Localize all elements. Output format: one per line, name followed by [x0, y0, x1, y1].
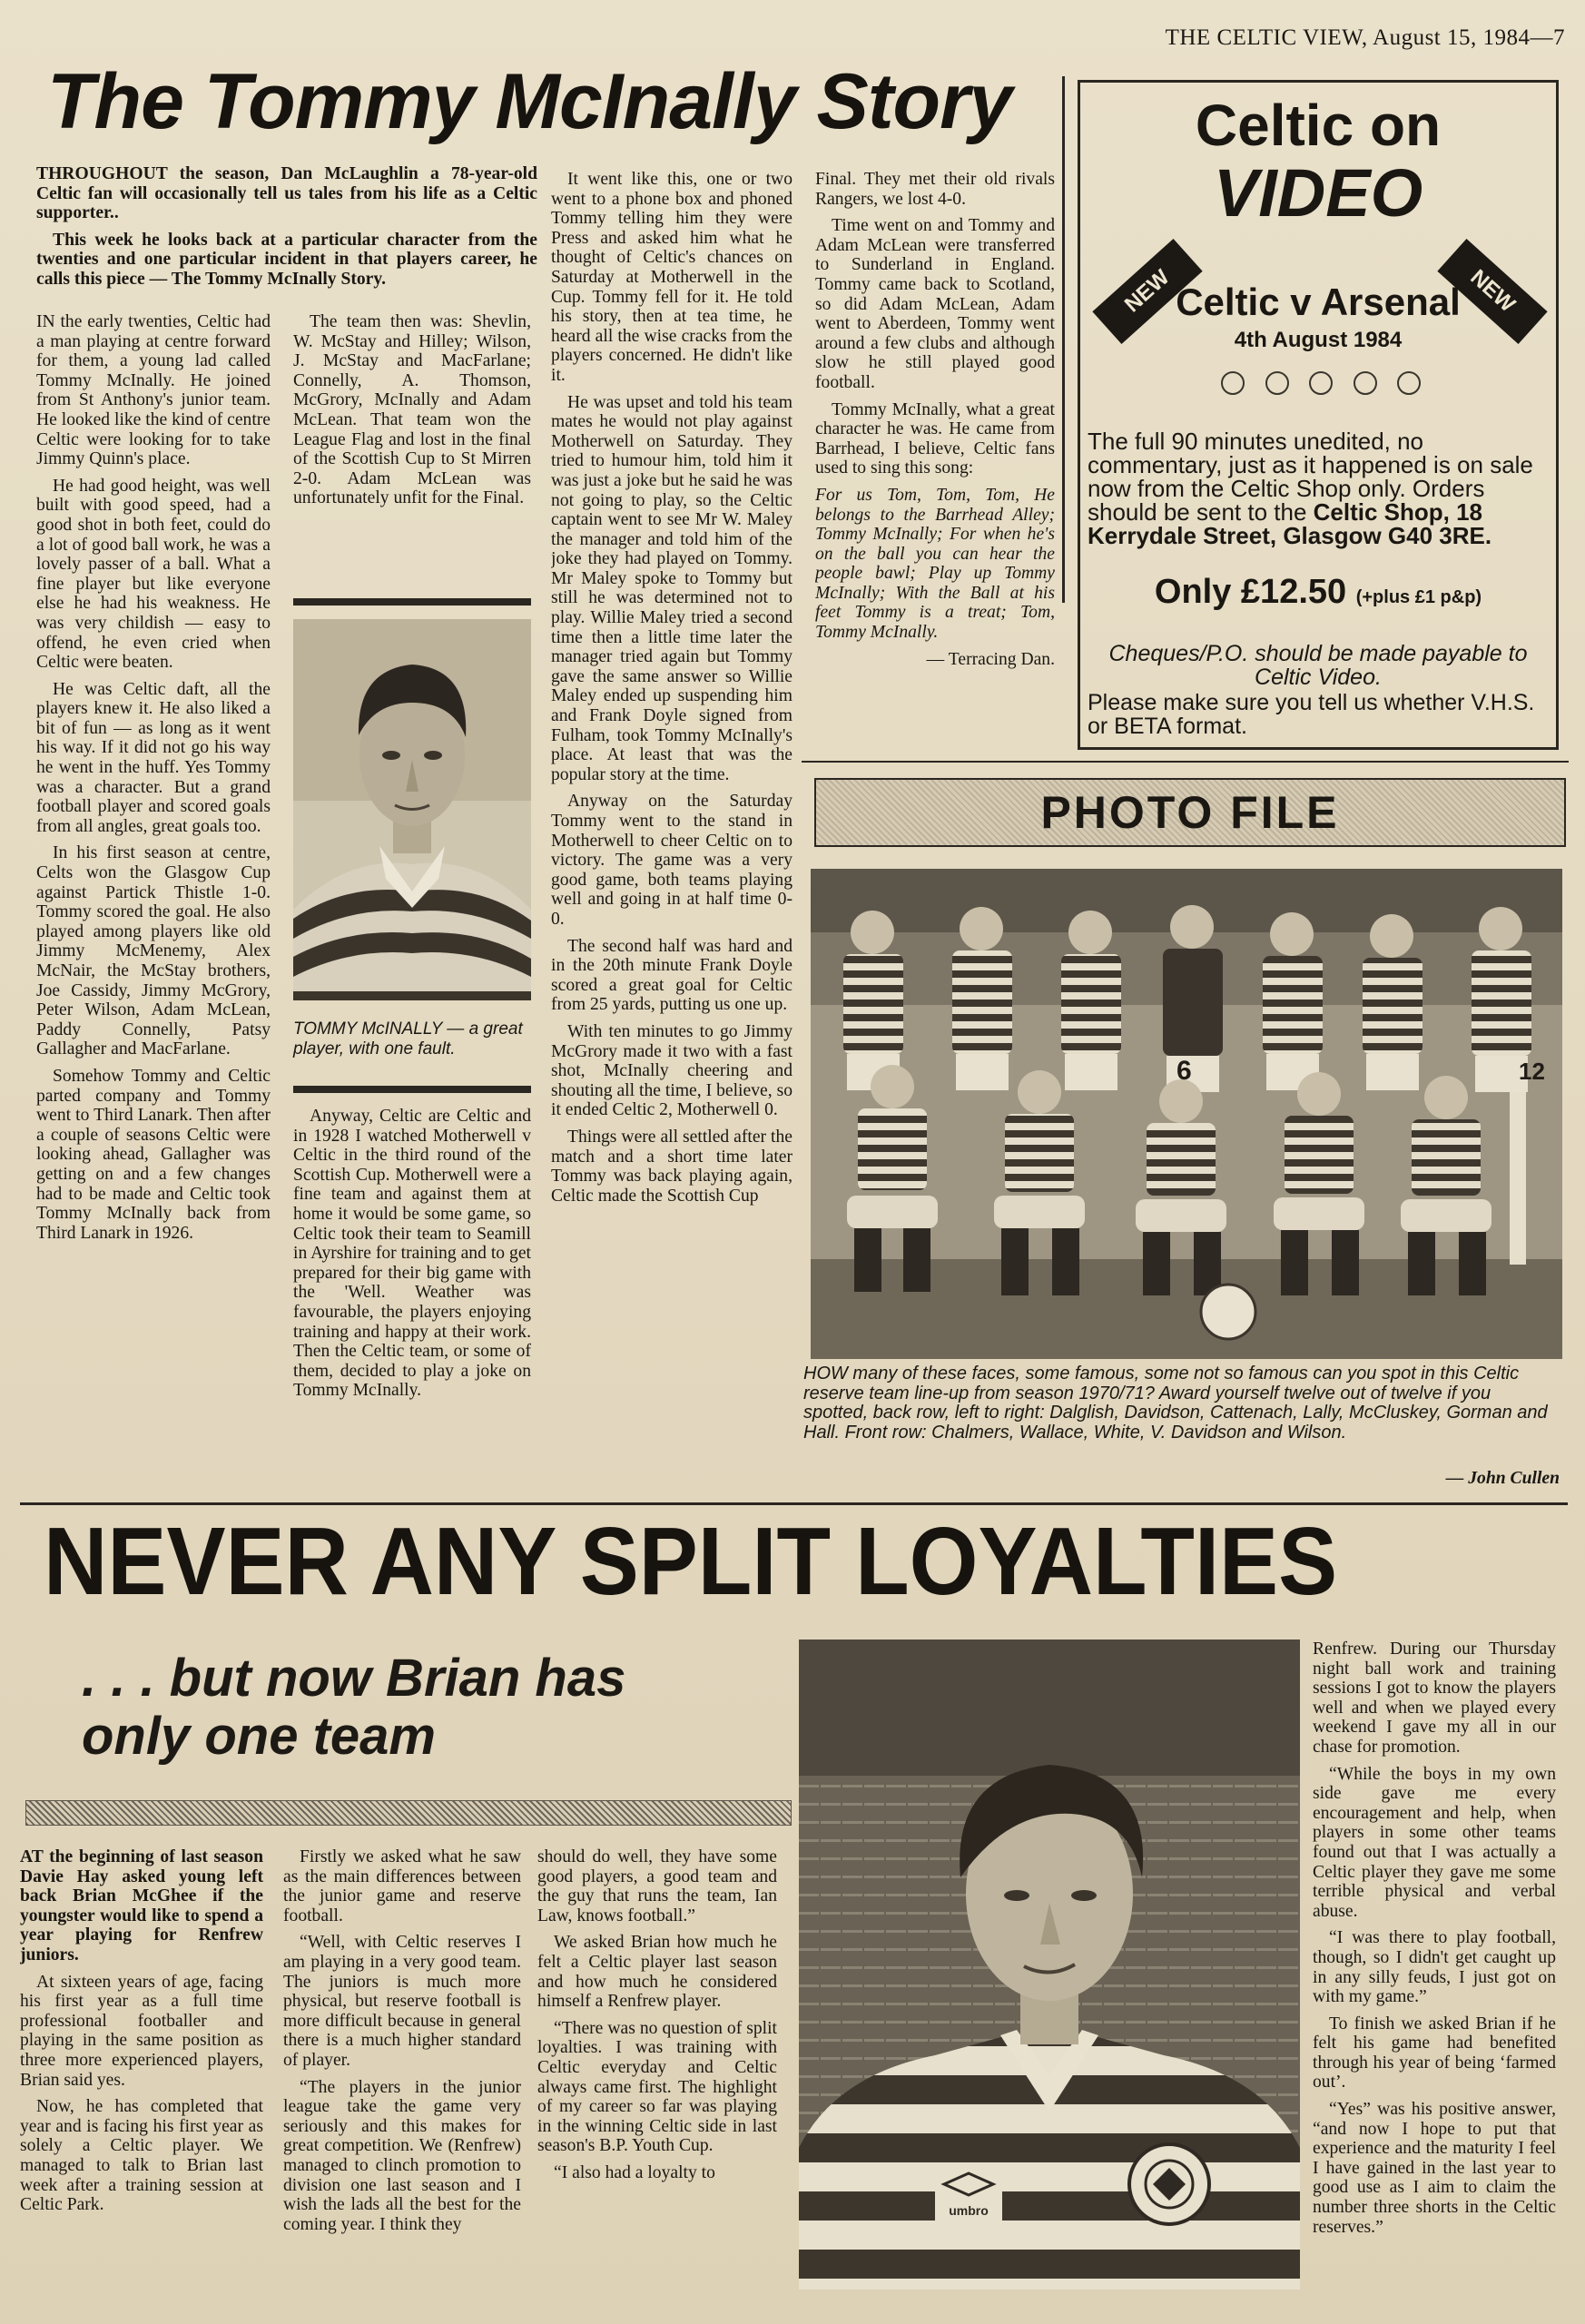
ad-price-main: Only £12.50: [1154, 573, 1347, 611]
paragraph: He was Celtic daft, all the players knew it. He also liked a bit of fun — as long as it went his way. If it did not go his way he went in the huff. Yes Tommy was a character. But a grand football player and scored goals from all angles, great goals too.: [36, 679, 271, 836]
paragraph: Renfrew. During our Thursday night ball work and training sessions I got to know the players well and when we played every weekend I gave my all in our chase for promotion.: [1313, 1640, 1556, 1757]
paragraph: Things were all settled after the match and a short time later Tommy was back playing again, Celtic made the Scottish Cup: [551, 1127, 792, 1206]
decorative-hatch-bar: [25, 1800, 792, 1826]
story1-column-2b: [293, 1107, 531, 1492]
story1-headline: The Tommy McInally Story: [47, 58, 1012, 145]
paragraph: “The players in the junior league take the game very seriously and this makes for great competition. We (Renfrew) managed to clinch promotion to division one last season and I wish the lads all the best for the coming year. I think they: [283, 2077, 521, 2234]
ad-title-line-2: VIDEO: [1213, 155, 1423, 231]
photo-credit: [1316, 1469, 1560, 1492]
story2-subhead-line-1: . . . but now Brian has: [82, 1649, 626, 1708]
section-rule: [802, 761, 1569, 763]
story1-column-4: [815, 170, 1055, 751]
circle-icon: [1265, 371, 1289, 395]
ad-title-line-1: Celtic on: [1195, 93, 1442, 158]
story2-column-2: [283, 1847, 521, 2310]
team-photo-caption: HOW many of these faces, some famous, some not so famous can you spot in this Celtic reserve team line-up from season 1970/71? Award yourself twelve out of twelve if you spotted, back row, left to right: Dalglish, Davidson, Cattenach, Lally, McCluskey, Gorman and Hall. Front row: Chalmers, Wallace, White, V. Davidson and Wilson.: [803, 1364, 1548, 1443]
reserve-team-photo: [811, 869, 1562, 1359]
paragraph: With ten minutes to go Jimmy McGrory made it two with a fast shot, McInally cheering and shouting all the time, I believe, so it ended Celtic 2, Motherwell 0.: [551, 1021, 792, 1120]
circle-icon: [1354, 371, 1377, 395]
portrait-caption: TOMMY McINALLY — a great player, with one fault.: [293, 1019, 523, 1059]
paragraph: IN the early twenties, Celtic had a man playing at centre forward for them, a young lad called Tommy McInally. He joined from St Anthony's junior team. He looked like the kind of centre Celtic were looking for to take Jimmy Quinn's place.: [36, 312, 271, 469]
story2-subhead-line-2: only one team: [82, 1707, 436, 1766]
video-advert: [1078, 80, 1559, 750]
new-ribbon-left: NEW: [1092, 239, 1202, 344]
story2-headline: NEVER ANY SPLIT LOYALTIES: [44, 1508, 1338, 1615]
caption-bottom-rule: [293, 1086, 531, 1093]
song-lyrics: For us Tom, Tom, Tom, He belongs to the Barrhead Alley; Tommy McInally; For when he's on the ball you can hear the people bawl; Play up Tommy McInally; With the Ball at his feet Tommy is a treat; Tom, Tommy McInally.: [815, 485, 1055, 643]
photo-file-heading: PHOTO FILE: [814, 778, 1566, 847]
story1-intro: [36, 164, 537, 311]
brian-photo-image: [799, 1640, 1300, 2290]
ad-body-text: The full 90 minutes unedited, no commentary, just as it happened is on sale now from the Celtic Shop only. Orders should be sent to the: [1088, 428, 1533, 526]
paragraph: Anyway on the Saturday Tommy went to the stand in Motherwell to cheer Celtic on to victory. The game was a very good game, both teams playing well and going in at half time 0-0.: [551, 792, 792, 929]
paragraph: should do well, they have some good players, a good team and the guy that runs the team, Ian Law, knows football.”: [537, 1847, 777, 1925]
page-folio: THE CELTIC VIEW, August 15, 1984—7: [1165, 25, 1565, 50]
story2-column-3: [537, 1847, 777, 2310]
circle-icon: [1221, 371, 1245, 395]
portrait-image: [293, 619, 531, 1000]
paragraph: Anyway, Celtic are Celtic and in 1928 I watched Motherwell v Celtic in the third round of the Scottish Cup. Motherwell were a fine team and against them at home it would be some game, so Celtic took their team to Seamill in Ayrshire for training and to get prepared for their big game with the 'Well. Weather was favourable, the players enjoying training and happy at their work. Then the Celtic team, or some of them, decided to play a joke on Tommy McInally.: [293, 1107, 531, 1401]
story1-intro-2: This week he looks back at a particular character from the twenties and one particular incident in that players career, he calls this piece — The Tommy McInally Story.: [36, 230, 537, 289]
paragraph: “There was no question of split loyalties. I was training with Celtic everyday and Celtic always came first. The highlight of my career so far was playing in the winning Celtic side in last season's B.P. Youth Cup.: [537, 2018, 777, 2156]
story1-column-3: [551, 170, 792, 1493]
paragraph: It went like this, one or two went to a phone box and phoned Tommy telling him they were Press and asked him what he thought of Celtic's chances on Saturday at Motherwell in the Cup. Tommy fell for it. He told his story, then at tea time, he heard all the wise cracks from the players concerned. He didn't like it.: [551, 170, 792, 385]
ad-price: [1080, 573, 1556, 612]
photo-top-rule: [293, 598, 531, 606]
column-rule: [1062, 76, 1065, 603]
new-ribbon-right: NEW: [1437, 239, 1547, 344]
shirt-number-12: 12: [1519, 1058, 1545, 1085]
story2-column-1: [20, 1847, 263, 2310]
ad-price-postage: (+plus £1 p&p): [1355, 587, 1482, 607]
paragraph: Tommy McInally, what a great character he was. He came from Barrhead, I believe, Celtic fans used to sing this song:: [815, 399, 1055, 478]
section-divider: [20, 1502, 1568, 1505]
paragraph: To finish we asked Brian if he felt his game had benefited through his year of being ‘farmed out’.: [1313, 2014, 1556, 2093]
paragraph: “Well, with Celtic reserves I am playing in a very good team. The juniors is much more physical, but reserve football is more difficult because in general there is a much higher standard of player.: [283, 1933, 521, 2070]
brian-mcghee-photo: [799, 1640, 1300, 2290]
team-photo-image: [811, 869, 1562, 1359]
paragraph: “While the boys in my own side gave me every encouragement and help, when players in some other teams found out that I was actually a Celtic player they gave me some terrible physical and verbal abuse.: [1313, 1764, 1556, 1921]
signoff: — Terracing Dan.: [926, 649, 1055, 669]
story1-column-1: [36, 312, 271, 1492]
paragraph: Now, he has completed that year and is facing his first year as solely a Celtic player. We managed to talk to Brian last week after a training session at Celtic Park.: [20, 2097, 263, 2215]
paragraph: The second half was hard and in the 20th minute Frank Doyle scored a great goal for Celtic from 25 yards, putting us one up.: [551, 936, 792, 1015]
paragraph: He had good height, was well built with good speed, had a good shot in both feet, could do a lot of good ball work, he was a lovely passer of a ball. What a fine player but like everyone else he had his weakness. He was very childish — easy to offend, he even cried when Celtic were beaten.: [36, 476, 271, 673]
paragraph: The team then was: Shevlin, W. McStay and Hilley; Wilson, J. McStay and MacFarlane; Connelly, A. Thomson, McGrory, McInally and Adam McLean. That team won the League Flag and lost in the final of the Scottish Cup to St Mirren 2-0. Adam McLean was unfortunately unfit for the Final.: [293, 312, 531, 508]
shirt-number-6: 6: [1176, 1056, 1192, 1086]
paragraph: “I also had a loyalty to: [554, 2162, 715, 2182]
credit-text: — John Cullen: [1445, 1469, 1560, 1488]
paragraph: Time went on and Tommy and Adam McLean were transferred to Sunderland in England. Tommy came back to Scotland, so did Adam McLean, Adam went to Aberdeen, Tommy went around a few clubs and although slow he still played good football.: [815, 216, 1055, 392]
paragraph: “I was there to play football, though, so I didn't get caught up in any silly feuds, I just got on with my game.”: [1313, 1928, 1556, 2007]
paragraph: At sixteen years of age, facing his first year as a full time professional footballer and playing in the same position as three more experienced players, Brian said yes.: [20, 1972, 263, 2090]
ad-match: Celtic v Arsenal: [1176, 281, 1461, 323]
paragraph: He was upset and told his team mates he would not play against Motherwell on Saturday. They tried to humour him, told him it was just a joke but he said he was not going to play, so the Celtic captain went to see Mr W. Maley the manager and told him of the joke they had played on Tommy. Mr Maley spoke to Tommy but still he was determined not to play. Willie Maley tried a second time then a little time later the manager tried again but Tommy gave the same answer so Willie Maley ended up suspending him and Frank Doyle signed from Fulham, took Tommy McInally's place. At least that was the popular story at the time.: [551, 392, 792, 784]
ad-address: Celtic Shop, 18 Kerrydale Street, Glasgow G40 3RE.: [1088, 498, 1492, 549]
paragraph: We asked Brian how much he felt a Celtic player last season and how much he considered himself a Renfrew player.: [537, 1933, 777, 2012]
paragraph: “Yes” was his positive answer, “and now I hope to put that experience and the maturity I feel I have gained in the last year to good use as I aim to claim the number three shorts in the Celtic reserves.”: [1313, 2100, 1556, 2237]
ad-date: 4th August 1984: [1234, 328, 1403, 352]
paragraph: Firstly we asked what he saw as the main differences between the junior game and reserve football.: [283, 1847, 521, 1925]
football: [1201, 1285, 1255, 1339]
circle-icon: [1309, 371, 1333, 395]
story1-column-2a: [293, 312, 531, 585]
paragraph: AT the beginning of last season Davie Hay asked young left back Brian McGhee if the youngster would like to spend a year playing for Renfrew juniors.: [20, 1847, 263, 1965]
tommy-mcinally-portrait: [293, 619, 531, 1000]
circle-icon: [1397, 371, 1421, 395]
story2-column-4: [1313, 1640, 1556, 2311]
paragraph: In his first season at centre, Celts won the Glasgow Cup against Partick Thistle 1-0. Tommy scored the goal. He also played among players like old Jimmy McMenemy, Alex McNair, the McStay brothers, Joe Cassidy, Jimmy McGrory, Peter Wilson, Adam McLean, Paddy Connelly, Patsy Gallagher and MacFarlane.: [36, 843, 271, 1059]
paragraph: Final. They met their old rivals Rangers, we lost 4-0.: [815, 170, 1055, 209]
paragraph: Somehow Tommy and Celtic parted company and Tommy went to Third Lanark. Then after a couple of seasons Celtic were looking ahead, Gallagher was getting on and a few changes had to be made and Celtic took Tommy McInally back from Third Lanark in 1926.: [36, 1066, 271, 1243]
story1-intro-1: THROUGHOUT the season, Dan McLaughlin a 78-year-old Celtic fan will occasionally tell us tales from his life as a Celtic supporter..: [36, 164, 537, 223]
ad-cheques: Cheques/P.O. should be made payable to Celtic Video.: [1108, 641, 1528, 690]
ad-body: [1088, 429, 1549, 547]
decorative-circles: [1221, 371, 1421, 399]
umbro-logo-text: umbro: [949, 2203, 989, 2218]
ad-format-note: Please make sure you tell us whether V.H.S. or BETA format.: [1088, 690, 1535, 739]
